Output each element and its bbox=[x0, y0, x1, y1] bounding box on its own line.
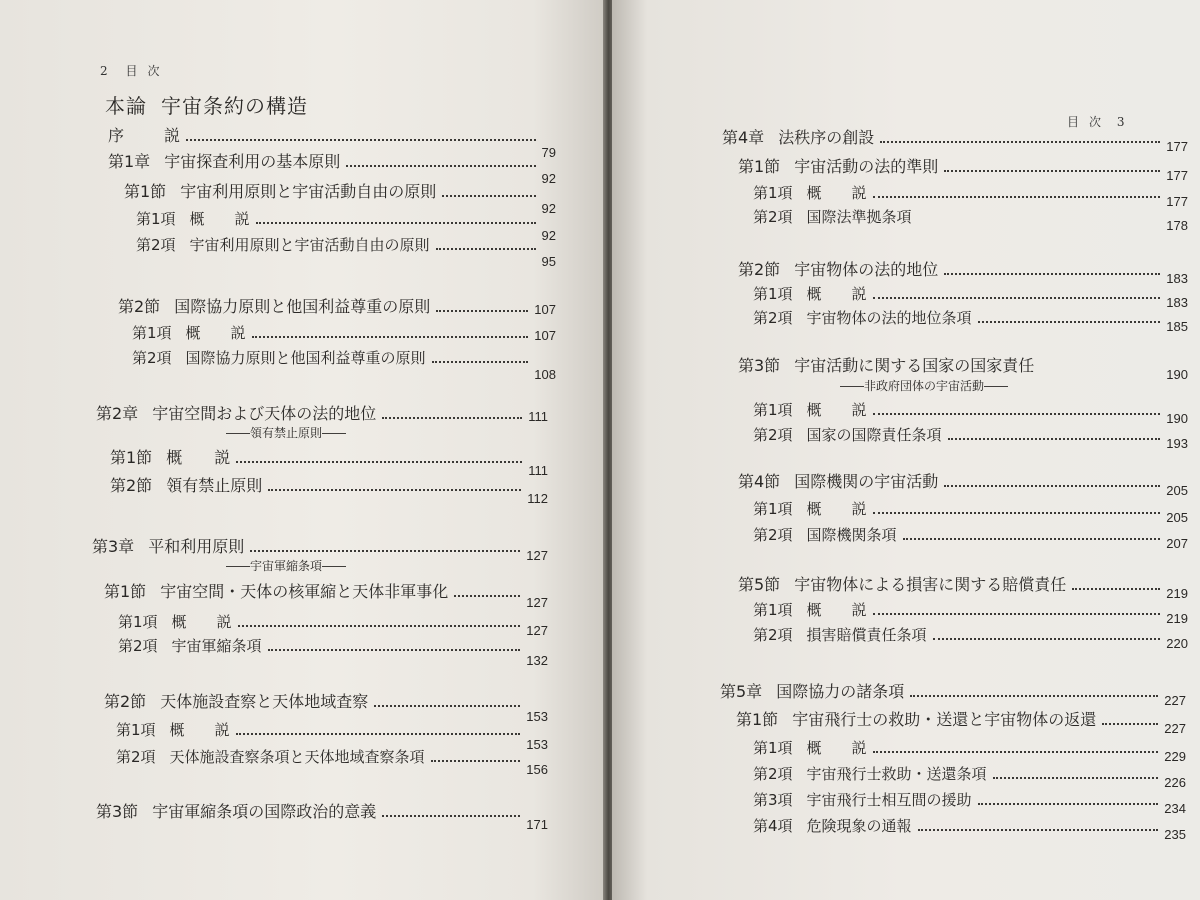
entry-number: 序 bbox=[108, 126, 125, 145]
entry-page: 92 bbox=[541, 171, 556, 186]
chapter-subtitle: ――領有禁止原則―― bbox=[226, 426, 347, 440]
left-folio bbox=[100, 62, 169, 79]
leader-dots bbox=[1102, 723, 1158, 725]
entry-number: 第2節 bbox=[110, 476, 153, 495]
toc-entry-chapter[interactable] bbox=[96, 402, 548, 424]
toc-entry-item[interactable] bbox=[118, 634, 548, 668]
toc-entry-item[interactable] bbox=[753, 623, 1188, 651]
toc-entry-item[interactable] bbox=[753, 788, 1186, 816]
entry-title: 概 説 bbox=[806, 601, 867, 619]
right-folio-number: 3 bbox=[1116, 115, 1127, 129]
entry-number: 第2項 bbox=[753, 526, 793, 544]
entry-page: 112 bbox=[527, 491, 548, 506]
entry-number: 第2項 bbox=[132, 349, 172, 367]
entry-number: 第3節 bbox=[738, 356, 781, 375]
part-title bbox=[105, 90, 308, 119]
leader-dots bbox=[933, 638, 1161, 640]
toc-entry-section[interactable] bbox=[738, 573, 1188, 601]
leader-dots bbox=[382, 417, 522, 419]
entry-page: 219 bbox=[1166, 586, 1188, 601]
entry-page: 220 bbox=[1166, 636, 1188, 651]
entry-title: 概 説 bbox=[806, 500, 867, 518]
entry-title: 天体施設査察と天体地域査察 bbox=[160, 692, 369, 711]
right-page bbox=[612, 0, 1200, 900]
entry-title: 宇宙軍縮条項 bbox=[171, 637, 262, 655]
leader-dots bbox=[918, 829, 1159, 831]
toc-entry-item[interactable] bbox=[753, 598, 1188, 626]
toc-entry-item[interactable] bbox=[136, 233, 556, 269]
entry-number: 第2項 bbox=[753, 426, 793, 444]
entry-title: 宇宙物体の法的地位条項 bbox=[806, 309, 972, 327]
leader-dots bbox=[268, 649, 521, 651]
entry-page: 185 bbox=[1166, 319, 1188, 334]
entry-number: 第1項 bbox=[753, 285, 793, 303]
leader-dots bbox=[432, 361, 529, 363]
toc-entry-section[interactable] bbox=[738, 258, 1188, 286]
entry-page: 205 bbox=[1166, 483, 1188, 498]
entry-page: 227 bbox=[1164, 693, 1186, 708]
entry-page: 229 bbox=[1164, 749, 1186, 764]
entry-title: 宇宙軍縮条項の国際政治的意義 bbox=[152, 802, 377, 821]
leader-dots bbox=[948, 438, 1161, 440]
entry-title: 国際機関の宇宙活動 bbox=[794, 472, 939, 491]
entry-page: 219 bbox=[1166, 611, 1188, 626]
leader-dots bbox=[238, 625, 521, 627]
toc-entry-section[interactable] bbox=[736, 708, 1186, 736]
leader-dots bbox=[903, 538, 1161, 540]
entry-title: 宇宙物体の法的地位 bbox=[794, 260, 939, 279]
leader-dots bbox=[250, 550, 520, 552]
entry-page: 107 bbox=[534, 328, 556, 343]
entry-title: 宇宙活動に関する国家の国家責任 bbox=[794, 356, 1035, 375]
toc-entry-item[interactable] bbox=[116, 745, 548, 777]
entry-number: 第4節 bbox=[738, 472, 781, 491]
toc-entry-chapter[interactable] bbox=[92, 535, 548, 563]
toc-entry-item[interactable] bbox=[753, 398, 1188, 426]
entry-title: 宇宙飛行士の救助・送還と宇宙物体の返還 bbox=[792, 710, 1097, 729]
toc-entry-item[interactable] bbox=[753, 205, 1188, 233]
toc-entry-section[interactable] bbox=[96, 800, 548, 832]
toc-entry-section[interactable] bbox=[110, 446, 548, 478]
leader-dots bbox=[880, 141, 1160, 143]
entry-page: 111 bbox=[528, 409, 548, 424]
entry-title: 説 bbox=[164, 126, 181, 145]
toc-entry-chapter[interactable] bbox=[722, 126, 1188, 154]
toc-entry-item[interactable] bbox=[118, 610, 548, 638]
entry-page: 190 bbox=[1166, 367, 1188, 382]
entry-number: 第1節 bbox=[110, 448, 153, 467]
entry-page: 177 bbox=[1166, 194, 1188, 209]
entry-number: 第1節 bbox=[104, 582, 147, 601]
entry-number: 第1項 bbox=[753, 401, 793, 419]
entry-title: 領有禁止原則 bbox=[166, 476, 263, 495]
entry-title: 宇宙物体による損害に関する賠償責任 bbox=[794, 575, 1067, 594]
entry-page: 207 bbox=[1166, 536, 1188, 551]
leader-dots bbox=[993, 777, 1159, 779]
entry-title: 概 説 bbox=[189, 210, 250, 228]
entry-page: 107 bbox=[534, 302, 556, 317]
leader-dots bbox=[944, 485, 1160, 487]
leader-dots bbox=[873, 413, 1161, 415]
entry-number: 第1項 bbox=[753, 739, 793, 757]
toc-entry-section[interactable] bbox=[738, 155, 1188, 183]
entry-number: 第1項 bbox=[116, 721, 156, 739]
entry-number: 第4章 bbox=[722, 128, 765, 147]
entry-page: 111 bbox=[528, 463, 548, 478]
entry-number: 第1項 bbox=[118, 613, 158, 631]
entry-title: 危険現象の通報 bbox=[806, 817, 912, 835]
entry-title: 損害賠償責任条項 bbox=[806, 626, 927, 644]
toc-entry-section[interactable] bbox=[118, 295, 556, 317]
toc-entry-section[interactable] bbox=[738, 354, 1188, 382]
entry-page: 127 bbox=[526, 623, 548, 638]
entry-page: 153 bbox=[526, 709, 548, 724]
leader-dots bbox=[431, 760, 521, 762]
entry-number: 第2項 bbox=[753, 208, 793, 226]
entry-page: 95 bbox=[541, 254, 556, 269]
entry-page: 178 bbox=[1166, 218, 1188, 233]
entry-title: 宇宙活動の法的準則 bbox=[794, 157, 939, 176]
entry-page: 127 bbox=[526, 548, 548, 563]
toc-entry-item[interactable] bbox=[753, 762, 1186, 790]
entry-number: 第1項 bbox=[753, 500, 793, 518]
leader-dots bbox=[944, 170, 1160, 172]
left-folio-text: 目次 bbox=[125, 64, 170, 78]
entry-page: 234 bbox=[1164, 801, 1186, 816]
entry-title: 概 説 bbox=[806, 401, 867, 419]
entry-page: 190 bbox=[1166, 411, 1188, 426]
leader-dots bbox=[436, 310, 528, 312]
entry-page: 92 bbox=[541, 201, 556, 216]
entry-number: 第3項 bbox=[753, 791, 793, 809]
entry-title: 宇宙飛行士相互間の援助 bbox=[806, 791, 972, 809]
toc-entry-item[interactable] bbox=[132, 321, 556, 343]
entry-number: 第2項 bbox=[118, 637, 158, 655]
leader-dots bbox=[454, 595, 520, 597]
entry-page: 153 bbox=[526, 737, 548, 752]
entry-title: 宇宙空間・天体の核軍縮と天体非軍事化 bbox=[160, 582, 449, 601]
entry-number: 第1節 bbox=[124, 182, 167, 201]
leader-dots bbox=[252, 336, 529, 338]
entry-title: 概 説 bbox=[806, 285, 867, 303]
entry-page: 108 bbox=[534, 367, 556, 382]
entry-number: 第1項 bbox=[132, 324, 172, 342]
entry-number: 第3節 bbox=[96, 802, 139, 821]
toc-entry-item[interactable] bbox=[132, 346, 556, 382]
entry-title: 国家の国際責任条項 bbox=[806, 426, 942, 444]
entry-number: 第1項 bbox=[753, 184, 793, 202]
left-folio-number: 2 bbox=[100, 64, 110, 78]
entry-page: 132 bbox=[526, 653, 548, 668]
entry-number: 第3章 bbox=[92, 537, 135, 556]
leader-dots bbox=[186, 139, 536, 141]
leader-dots bbox=[978, 321, 1161, 323]
leader-dots bbox=[1072, 588, 1160, 590]
entry-number: 第2節 bbox=[118, 297, 161, 316]
toc-entry-item[interactable] bbox=[753, 814, 1186, 842]
section-subtitle: ――非政府団体の宇宙活動―― bbox=[840, 379, 1009, 393]
entry-page: 156 bbox=[526, 762, 548, 777]
toc-entry-chapter[interactable] bbox=[720, 680, 1186, 708]
entry-page: 177 bbox=[1166, 168, 1188, 183]
entry-title: 国際法準拠条項 bbox=[806, 208, 912, 226]
entry-number: 第2項 bbox=[753, 626, 793, 644]
leader-dots bbox=[436, 248, 536, 250]
chapter-subtitle: ――宇宙軍縮条項―― bbox=[226, 559, 347, 573]
entry-title: 国際協力の諸条項 bbox=[776, 682, 905, 701]
entry-page: 183 bbox=[1166, 271, 1188, 286]
entry-page: 92 bbox=[541, 228, 556, 243]
toc-entry-item[interactable] bbox=[753, 736, 1186, 764]
leader-dots bbox=[346, 165, 535, 167]
entry-title: 概 説 bbox=[169, 721, 230, 739]
entry-number: 第5章 bbox=[720, 682, 763, 701]
entry-page: 183 bbox=[1166, 295, 1188, 310]
entry-title: 概 説 bbox=[806, 739, 867, 757]
entry-page: 205 bbox=[1166, 510, 1188, 525]
entry-title: 宇宙探査利用の基本原則 bbox=[164, 152, 341, 171]
leader-dots bbox=[978, 803, 1159, 805]
entry-page: 79 bbox=[541, 145, 556, 160]
entry-number: 第2項 bbox=[136, 236, 176, 254]
leader-dots bbox=[442, 195, 535, 197]
leader-dots bbox=[944, 273, 1160, 275]
toc-entry-section[interactable] bbox=[110, 474, 548, 506]
right-folio-text: 目次 bbox=[1067, 115, 1112, 129]
entry-number: 第1章 bbox=[108, 152, 151, 171]
toc-entry-chapter[interactable] bbox=[108, 150, 556, 186]
toc-entry-item[interactable] bbox=[753, 282, 1188, 310]
leader-dots bbox=[873, 196, 1161, 198]
entry-title: 宇宙利用原則と宇宙活動自由の原則 bbox=[180, 182, 437, 201]
toc-entry-section[interactable] bbox=[738, 470, 1188, 498]
leader-dots bbox=[268, 489, 521, 491]
entry-page: 235 bbox=[1164, 827, 1186, 842]
entry-title: 宇宙空間および天体の法的地位 bbox=[152, 404, 377, 423]
leader-dots bbox=[910, 695, 1158, 697]
toc-entry-item[interactable] bbox=[116, 718, 548, 752]
entry-title: 天体施設査察条項と天体地域査察条項 bbox=[169, 748, 425, 766]
entry-title: 概 説 bbox=[185, 324, 246, 342]
entry-title: 法秩序の創設 bbox=[778, 128, 875, 147]
entry-title: 国際協力原則と他国利益尊重の原則 bbox=[185, 349, 426, 367]
toc-entry-preface[interactable] bbox=[108, 124, 556, 160]
entry-number: 第2章 bbox=[96, 404, 139, 423]
entry-number: 第1節 bbox=[736, 710, 779, 729]
entry-number: 第1項 bbox=[753, 601, 793, 619]
entry-title: 平和利用原則 bbox=[148, 537, 245, 556]
entry-page: 127 bbox=[526, 595, 548, 610]
leader-dots bbox=[374, 705, 520, 707]
leader-dots bbox=[256, 222, 536, 224]
entry-title: 概 説 bbox=[806, 184, 867, 202]
entry-page: 227 bbox=[1164, 721, 1186, 736]
leader-dots bbox=[236, 733, 521, 735]
entry-title: 宇宙利用原則と宇宙活動自由の原則 bbox=[189, 236, 430, 254]
toc-entry-section[interactable] bbox=[104, 580, 548, 610]
leader-dots bbox=[382, 815, 520, 817]
leader-dots bbox=[236, 461, 522, 463]
part-prefix: 本論 bbox=[105, 94, 147, 118]
toc-entry-section[interactable] bbox=[124, 180, 556, 216]
leader-dots bbox=[873, 297, 1161, 299]
leader-dots bbox=[873, 751, 1159, 753]
entry-title: 国際協力原則と他国利益尊重の原則 bbox=[174, 297, 431, 316]
leader-dots bbox=[873, 512, 1161, 514]
toc-entry-item[interactable] bbox=[753, 306, 1188, 334]
entry-title: 国際機関条項 bbox=[806, 526, 897, 544]
entry-page: 171 bbox=[526, 817, 548, 832]
toc-entry-item[interactable] bbox=[753, 423, 1188, 451]
entry-title: 概 説 bbox=[166, 448, 231, 467]
entry-number: 第1節 bbox=[738, 157, 781, 176]
toc-entry-item[interactable] bbox=[753, 523, 1188, 551]
entry-number: 第1項 bbox=[136, 210, 176, 228]
entry-page: 226 bbox=[1164, 775, 1186, 790]
entry-title: 宇宙飛行士救助・送還条項 bbox=[806, 765, 987, 783]
toc-entry-item[interactable] bbox=[753, 497, 1188, 525]
toc-entry-item[interactable] bbox=[136, 207, 556, 243]
entry-number: 第2項 bbox=[116, 748, 156, 766]
toc-entry-item[interactable] bbox=[753, 181, 1188, 209]
entry-title: 概 説 bbox=[171, 613, 232, 631]
entry-page: 193 bbox=[1166, 436, 1188, 451]
entry-number: 第2節 bbox=[738, 260, 781, 279]
leader-dots bbox=[873, 613, 1161, 615]
entry-page: 177 bbox=[1166, 139, 1188, 154]
entry-number: 第2項 bbox=[753, 765, 793, 783]
toc-entry-section[interactable] bbox=[104, 690, 548, 724]
entry-number: 第4項 bbox=[753, 817, 793, 835]
entry-number: 第2項 bbox=[753, 309, 793, 327]
part-title-text: 宇宙条約の構造 bbox=[161, 94, 308, 118]
entry-number: 第5節 bbox=[738, 575, 781, 594]
entry-number: 第2節 bbox=[104, 692, 147, 711]
